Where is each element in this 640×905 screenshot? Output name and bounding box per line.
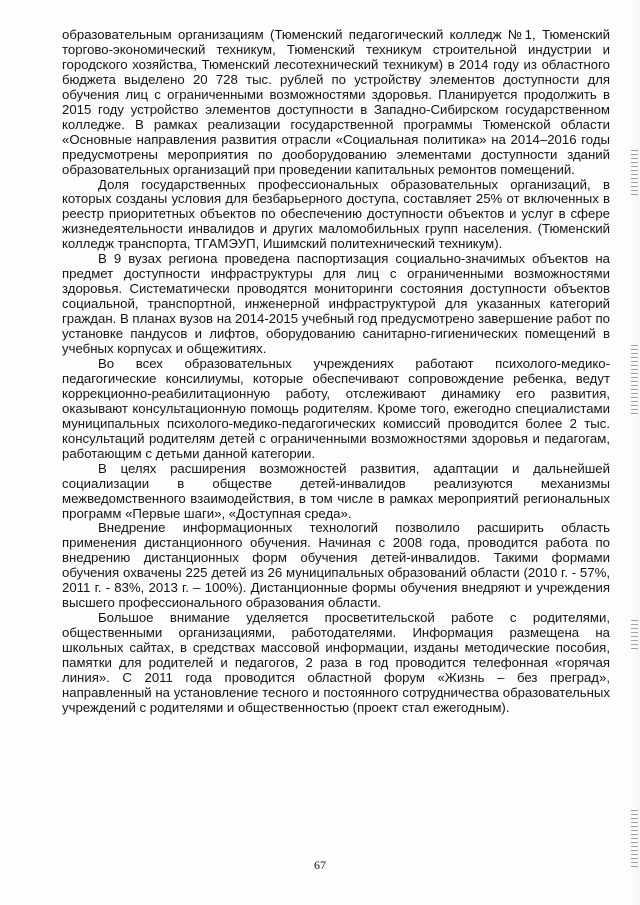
- scan-artifact-mark: [631, 620, 638, 650]
- paragraph-barrier-free-share: Доля государственных профессиональных образовательных организаций, в которых созданы условия для безбарьерного доступа, составляет 25% от включенных в реестр приоритетных объектов по обеспечению доступности объектов и услуг в сфере жизнедеятельности инвалидов и других маломобильных групп населения. (Тюменский колледж транспорта, ТГАМЭУП, Ишимский политехнический техникум).: [62, 176, 610, 252]
- document-body: [62, 28, 610, 716]
- page-number: 67: [314, 858, 326, 872]
- scan-artifact-mark: [631, 150, 638, 196]
- paragraph-outreach: Большое внимание уделяется просветительской работе с родителями, общественными организациями, работодателями. Информация размещена на школьных сайтах, в средствах массовой информации, изданы методические пособия, памятки для родителей и педагогов, 2 раза в год проводится телефонная «горячая линия». С 2011 года проводится областной форум «Жизнь – без преград», направленный на установление тесного и постоянного сотрудничества образовательных учреждений с родителями и общественностью (проект стал ежегодным).: [62, 610, 610, 715]
- paragraph-funding: образовательным организациям (Тюменский педагогический колледж №1, Тюменский торгово-экономический техникум, Тюменский техникум строительной индустрии и городского хозяйства, Тюменский лесотехнический техникум) в 2014 году из областного бюджета выделено 20 728 тыс. рублей по устройству элементов доступности для обучения лиц с ограниченными возможностями здоровья. Планируется продолжить в 2015 году устройство элементов доступности в Западно-Сибирском государственном колледже. В рамках реализации государственной программы Тюменской области «Основные направления развития отрасли «Социальная политика» на 2014–2016 годы предусмотрены мероприятия по дооборудованию элементами доступности зданий образовательных организаций при проведении капитальных ремонтов помещений.: [62, 27, 610, 177]
- scan-edge-shadow: [630, 0, 640, 905]
- scan-artifact-mark: [631, 345, 638, 415]
- paragraph-distance-learning: Внедрение информационных технологий позволило расширить область применения дистанционного обучения. Начиная с 2008 года, проводится работа по внедрению дистанционных форм обучения детей-инвалидов. Такими формами обучения охвачены 225 детей из 26 муниципальных образований области (2010 г. - 57%, 2011 г. - 83%, 2013 г. – 100%). Дистанционные формы обучения внедряют и учреждения высшего профессионального образования области.: [62, 520, 610, 611]
- scan-artifact-mark: [631, 810, 638, 870]
- paragraph-pmpk-consilia: Во всех образовательных учреждениях работают психолого-медико-педагогические консилиумы, которые обеспечивают сопровождение ребенка, ведут коррекционно-реабилитационную работу, отслеживают динамику его развития, оказывают консультационную помощь родителям. Кроме того, ежегодно специалистами муниципальных психолого-медико-педагогических комиссий проводится более 2 тыс. консультаций родителям детей с ограниченными возможностями здоровья и педагогам, работающим с детьми данной категории.: [62, 355, 610, 461]
- paragraph-university-certification: В 9 вузах региона проведена паспортизация социально-значимых объектов на предмет доступности инфраструктуры для лиц с ограниченными возможностями здоровья. Систематически проводятся мониторинги состояния доступности объектов социальной, транспортной, инженерной инфраструктурой для указанных категорий граждан. В планах вузов на 2014-2015 учебный год предусмотрено завершение работ по установке пандусов и лифтов, оборудованию санитарно-гигиенических помещений в учебных корпусах и общежитиях.: [62, 251, 610, 357]
- paragraph-socialization: В целях расширения возможностей развития, адаптации и дальнейшей социализации в обществе детей-инвалидов реализуются механизмы межведомственного взаимодействия, в том числе в рамках мероприятий региональных программ «Первые шаги», «Доступная среда».: [62, 460, 610, 521]
